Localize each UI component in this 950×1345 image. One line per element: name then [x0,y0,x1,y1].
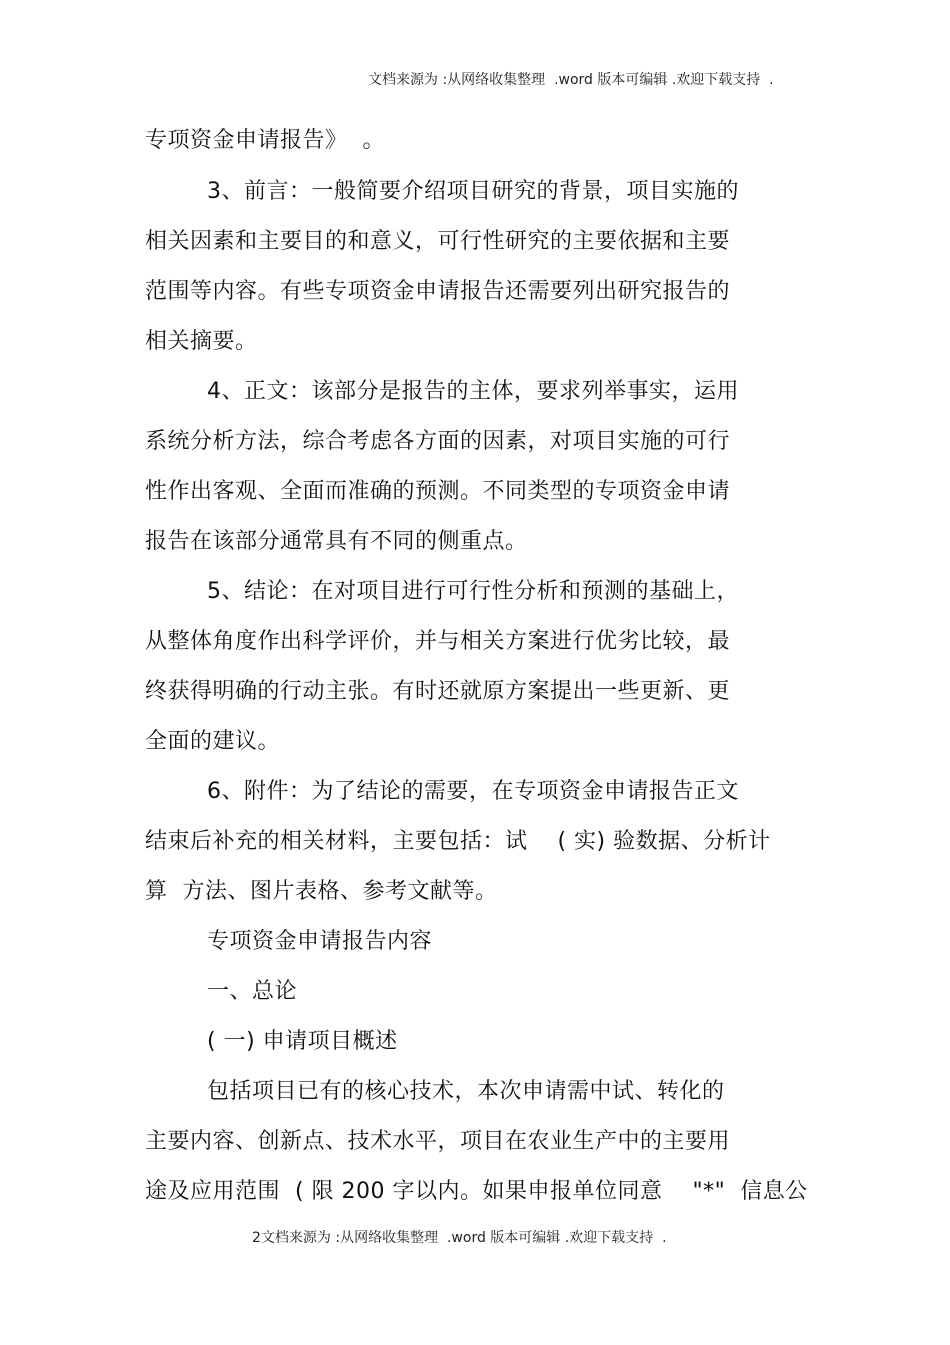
body-line-8: 性作出客观、全面而准确的预测。不同类型的专项资金申请 [145,479,731,504]
body-line-6: 4、正文：该部分是报告的主体，要求列举事实，运用 [207,379,739,404]
body-line-14: 6、附件：为了结论的需要，在专项资金申请报告正文 [207,779,739,804]
body-line-12: 终获得明确的行动主张。有时还就原方案提出一些更新、更 [145,679,731,704]
body-line-5: 相关摘要。 [145,329,258,354]
page-header: 文档来源为 :从网络收集整理 .word 版本可编辑 .欢迎下载支持 . [368,72,774,88]
body-line-20: 包括项目已有的核心技术，本次申请需中试、转化的 [207,1079,725,1104]
body-line-21: 主要内容、创新点、技术水平，项目在农业生产中的主要用 [145,1129,731,1154]
body-line-15: 结束后补充的相关材料，主要包括：试 ( 实) 验数据、分析计 [145,829,771,854]
body-line-16: 算 方法、图片表格、参考文献等。 [145,879,498,904]
body-line-13: 全面的建议。 [145,729,281,754]
body-line-9: 报告在该部分通常具有不同的侧重点。 [145,529,528,554]
page-footer: 2文档来源为 :从网络收集整理 .word 版本可编辑 .欢迎下载支持 . [252,1230,667,1246]
body-line-1: 专项资金申请报告》 。 [145,128,385,153]
body-line-2: 3、前言：一般简要介绍项目研究的背景，项目实施的 [207,179,739,204]
body-line-3: 相关因素和主要目的和意义，可行性研究的主要依据和主要 [145,229,731,254]
body-line-22: 途及应用范围 ( 限 200 字以内。如果申报单位同意 "*" 信息公 [145,1179,808,1204]
body-line-17: 专项资金申请报告内容 [207,929,433,954]
body-line-4: 范围等内容。有些专项资金申请报告还需要列出研究报告的 [145,279,731,304]
body-line-18: 一、总论 [207,979,298,1004]
body-line-7: 系统分析方法，综合考虑各方面的因素，对项目实施的可行 [145,429,731,454]
body-line-19: ( 一) 申请项目概述 [207,1029,398,1054]
body-line-11: 从整体角度作出科学评价，并与相关方案进行优劣比较，最 [145,629,731,654]
body-line-10: 5、结论：在对项目进行可行性分析和预测的基础上， [207,579,739,604]
